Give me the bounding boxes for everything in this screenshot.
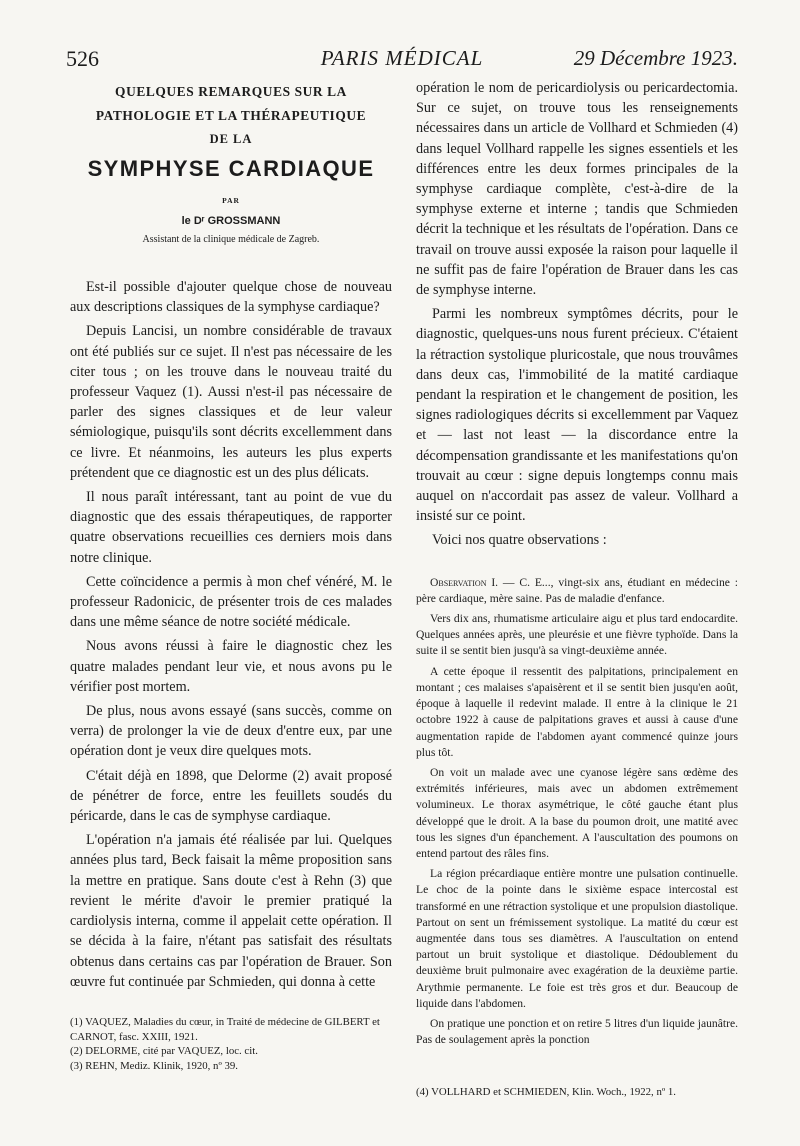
observation-paragraph: La région précardiaque entière montre une pulsation continuelle. Le choc de la pointe dans le sixième espace intercostal est transformé en une rétraction systolique et une propulsion diastolique. Partout on sent un frémissement systolique. La matité du cœur est augmentée dans tous ses diamètres. A l'auscultation on entend partout un bruit systolique et diastolique. Dédoublement du deuxième bruit pulmonaire avec exagération de la deuxième partie. Arythmie permanente. Le foie est très gros et dur. Beaucoup de liquide dans l'abdomen. bbox=[416, 867, 738, 1010]
paragraph: Est-il possible d'ajouter quelque chose de nouveau aux descriptions classiques de la symphyse cardiaque? bbox=[70, 279, 392, 316]
paragraph: De plus, nous avons essayé (sans succès, comme on verra) de prolonger la vie de deux d'entre eux, par une opération dont je veux dire quelques mots. bbox=[70, 703, 392, 760]
paragraph: Cette coïncidence a permis à mon chef vénéré, M. le professeur Radonicic, de présenter trois de ces malades dans une même séance de notre société médicale. bbox=[70, 573, 392, 631]
observation-section bbox=[416, 575, 738, 1049]
footnotes-right bbox=[416, 1085, 738, 1100]
paragraph: C'était déjà en 1898, que Delorme (2) avait proposé de pénétrer de force, entre les feuillets soudés du péricarde, dans le cas de symphyse cardiaque. bbox=[70, 767, 392, 825]
right-column bbox=[416, 78, 738, 1052]
paragraph: Il nous paraît intéressant, tant au point de vue du diagnostic que des essais thérapeutiques, de rapporter quatre observations recueillies ces derniers mois dans notre clinique. bbox=[70, 489, 392, 566]
article-title-block bbox=[70, 80, 392, 245]
footnote: (2) DELORME, cité par VAQUEZ, loc. cit. bbox=[70, 1045, 258, 1057]
footnote: (4) VOLLHARD et SCHMIEDEN, Klin. Woch., 1922, nº 1. bbox=[416, 1086, 676, 1098]
page-number: 526 bbox=[66, 46, 99, 71]
footnote: (1) VAQUEZ, Maladies du cœur, in Traité de médecine de GILBERT et CARNOT, fasc. XXIII, 1921. bbox=[70, 1016, 380, 1043]
title-line-3: DE LA bbox=[209, 132, 253, 146]
observation-paragraph: A cette époque il ressentit des palpitations, principalement en montant ; ces malaises s'apaisèrent et il se sentit bien jusqu'en août, époque à laquelle il redevint malade. Il entre à la clinique le 21 octobre 1922 à cause de palpitations graves et aussi à cause d'une augmentation rapide de l'abdomen ayant commencé quinze jours plus tôt. bbox=[416, 664, 738, 759]
paragraph: L'opération n'a jamais été réalisée par lui. Quelques années plus tard, Beck faisait la même proposition sans la mettre en pratique. Sans doute c'est à Rehn (3) que revient le mérite d'avoir le premier pratiqué la cardiolysis interna, comme il appelait cette opération. Il se décida à la faire, n'étant pas satisfait des résultats obtenus dans certains cas par l'opération de Brauer. Son œuvre fut continuée par Schmieden, qui donna à cette bbox=[70, 832, 392, 990]
article-title: SYMPHYSE CARDIAQUE bbox=[87, 156, 375, 181]
paragraph: Voici nos quatre observations : bbox=[432, 532, 607, 549]
observation-text: C. E..., vingt-six ans, étudiant en médecine : père cardiaque, mère saine. Pas de maladie d'enfance. bbox=[416, 575, 738, 605]
observation-paragraph: On voit un malade avec une cyanose légère sans œdème des extrémités inférieures, mais avec un abdomen extrêmement volumineux. Le thorax asymétrique, le côté gauche étant plus développé que le droit. A la base du poumon droit, une matité avec tous les signes d'un épanchement. A l'auscultation des poumons on entend partout des râles fins. bbox=[416, 765, 738, 860]
running-header bbox=[66, 46, 738, 74]
author-affiliation: Assistant de la clinique médicale de Zagreb. bbox=[142, 234, 320, 245]
byline-par: PAR bbox=[222, 196, 240, 205]
title-line-2: PATHOLOGIE ET LA THÉRAPEUTIQUE bbox=[95, 108, 367, 123]
right-body-text bbox=[416, 78, 738, 551]
observation-heading: Observation I. — bbox=[430, 575, 515, 589]
author-name: le Dʳ GROSSMANN bbox=[181, 215, 281, 227]
observation-paragraph: On pratique une ponction et on retire 5 litres d'un liquide jaunâtre. Pas de soulagement après la ponction bbox=[416, 1016, 738, 1047]
left-body-text bbox=[70, 277, 392, 992]
journal-title: PARIS MÉDICAL bbox=[320, 46, 484, 70]
title-line-1: QUELQUES REMARQUES SUR LA bbox=[115, 84, 347, 99]
footnote: (3) REHN, Mediz. Klinik, 1920, nº 39. bbox=[70, 1059, 238, 1072]
issue-date: 29 Décembre 1923. bbox=[573, 46, 738, 70]
paragraph: opération le nom de pericardiolysis ou pericardectomia. Sur ce sujet, on trouve tous les renseignements nécessaires dans un article de Vollhard et Schmieden (4) dans lequel Vollhard rappelle les signes essentiels et les différences entre les deux formes principales de la symphyse cardiaque complète, c'est-à-dire de la symphyse externe et interne ; tandis que Schmieden décrit la technique et les résultats de l'opération. Dans ce travail on trouve aussi exposée la raison pour laquelle il ne suffit pas de faire l'opération de Brauer dans les cas de symphyse interne. bbox=[416, 80, 738, 299]
paragraph: Nous avons réussi à faire le diagnostic chez les quatre malades pendant leur vie, et nous avons pu le vérifier post mortem. bbox=[70, 638, 392, 695]
observation-paragraph: Vers dix ans, rhumatisme articulaire aigu et plus tard endocardite. Quelques années après, une pleurésie et une fièvre typhoïde. Dans la suite il se sentit bien jusqu'à sa vingt-deuxième année. bbox=[416, 612, 738, 658]
paragraph: Depuis Lancisi, un nombre considérable de travaux ont été publiés sur ce sujet. Il n'est pas nécessaire de les citer tous ; on les trouve dans le nouveau traité du professeur Vaquez (1). Aussi n'est-il pas nécessaire de parler des signes classiques et de leur valeur sémiologique, puisqu'ils sont décrits excellemment dans ce livre. Et néanmoins, les auteurs les plus experts prétendent que ce diagnostic est un des plus délicats. bbox=[70, 323, 392, 481]
left-column bbox=[70, 80, 392, 996]
observation-paragraph bbox=[416, 575, 738, 607]
footnotes-left bbox=[70, 1015, 392, 1073]
paragraph: Parmi les nombreux symptômes décrits, pour le diagnostic, quelques-uns nous furent précieux. C'étaient la rétraction systolique pluricostale, que nous trouvâmes dans deux cas, l'immobilité de la matité cardiaque pendant la respiration et le changement de position, les signes radiologiques décrits si excellemment par Vaquez et — last not least — la discordance entre la décompensation grandissante et les manifestations qu'on trouvait au cœur : signe depuis longtemps connu mais auquel on n'accordait pas assez de valeur. Vollhard a insisté sur ce point. bbox=[416, 306, 738, 525]
